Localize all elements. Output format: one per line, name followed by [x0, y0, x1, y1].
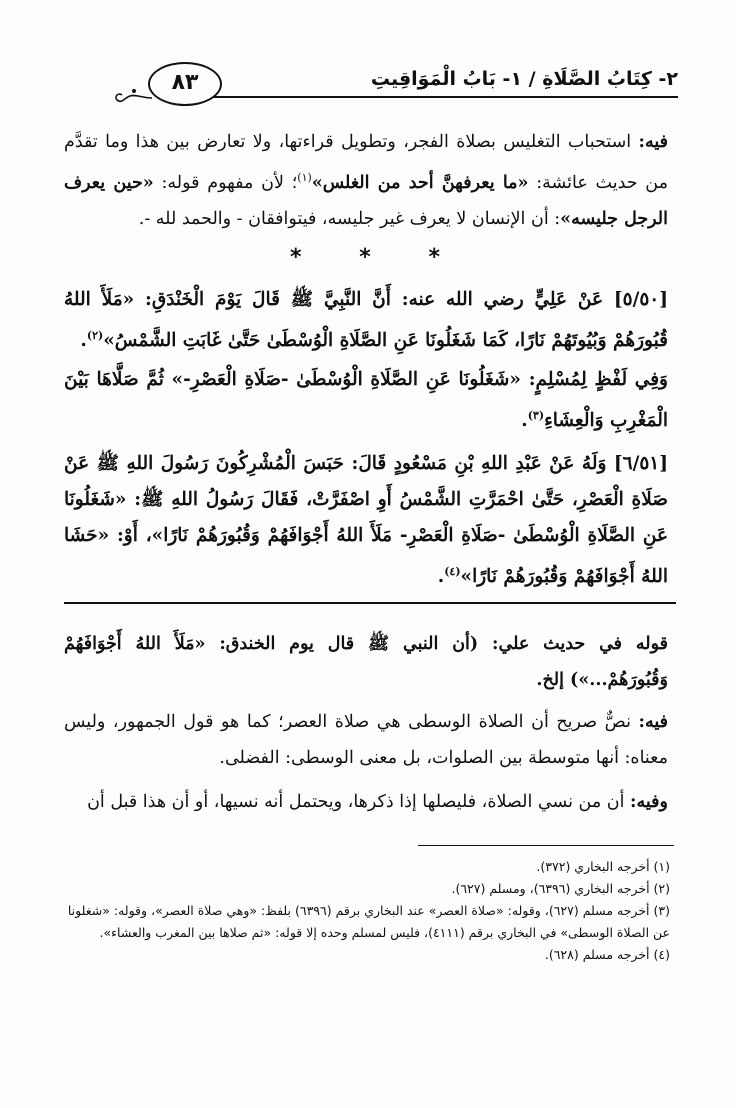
hadith-text: [٦/٥١] وَلَهُ عَنْ عَبْدِ اللهِ بْنِ مَسْعُودٍ قَالَ: حَبَسَ الْمُشْرِكُونَ رَسُولَ اللهِ ﷺ عَنْ صَلَاةِ الْعَصْرِ، حَتَّىٰ احْمَرَّتِ الشَّمْسُ أَوِ اصْفَرَّتْ، فَقَالَ رَسُولُ اللهِ ﷺ: «شَغَلُونَا عَنِ الصَّلَاةِ الْوُسْطَىٰ -صَلَاةِ الْعَصْرِ- مَلَأَ اللهُ أَجْوَافَهُمْ وَقُبُورَهُمْ نَارًا»، أَوْ: «حَشَا اللهُ أَجْوَافَهُمْ وَقُبُورَهُمْ نَارًا»: [64, 453, 668, 588]
footnote-ref: (٢): [86, 329, 104, 342]
quote: «ما يعرفهنَّ أحد من الغلس»: [311, 172, 529, 193]
hadith-51: [٦/٥١] وَلَهُ عَنْ عَبْدِ اللهِ بْنِ مَسْعُودٍ قَالَ: حَبَسَ الْمُشْرِكُونَ رَسُولَ اللهِ ﷺ عَنْ صَلَاةِ الْعَصْرِ، حَتَّىٰ احْمَرَّتِ الشَّمْسُ أَوِ اصْفَرَّتْ، فَقَالَ رَسُولُ اللهِ ﷺ: «شَغَلُونَا عَنِ الصَّلَاةِ الْوُسْطَىٰ -صَلَاةِ الْعَصْرِ- مَلَأَ اللهُ أَجْوَافَهُمْ وَقُبُورَهُمْ نَارًا»، أَوْ: «حَشَا اللهُ أَجْوَافَهُمْ وَقُبُورَهُمْ نَارًا»$^{(٤)}$.: [64, 453, 668, 588]
footnote: (١) أخرجه البخاري (٣٧٢).: [536, 859, 670, 874]
paragraph-fajr-note: [64, 124, 668, 237]
text: نصٌّ صريح أن الصلاة الوسطى هي صلاة العصر؛ كما هو قول الجمهور، وليس معناه: أنها متوسطة بين الصلوات، بل معنى الوسطى: الفضلى.: [64, 712, 668, 768]
page-number: ٨٣: [148, 62, 222, 106]
star: *: [290, 245, 302, 270]
hadith-text: وَفِي لَفْظٍ لِمُسْلِمٍ: «شَغَلُونَا عَنِ الصَّلَاةِ الْوُسْطَىٰ -صَلَاةِ الْعَصْرِ-» ثُمَّ صَلَّاهَا بَيْنَ الْمَغْرِبِ وَالْعِشَاءِ: [64, 369, 668, 432]
label-fihi: فيه:: [638, 132, 668, 152]
text: ؛ لأن مفهوم قوله:: [153, 172, 298, 193]
text: استحباب التغليس بصلاة الفجر، وتطويل قراءتها، ولا تعارض بين هذا وما تقدَّم من حديث عائشة:: [64, 132, 669, 193]
footnote: (٤) أخرجه مسلم (٦٢٨).: [544, 947, 670, 962]
commentary-heading: [64, 626, 668, 698]
commentary-paragraph: [64, 784, 668, 820]
footnote-ref: (١): [297, 171, 312, 184]
star: *: [428, 245, 440, 270]
section-separator: [290, 245, 440, 269]
label-wafihi: وفيه:: [630, 792, 668, 812]
footnote-ref: (٣): [527, 409, 545, 422]
text: قوله في حديث علي: (أن النبي ﷺ قال يوم الخندق: «مَلَأَ اللهُ أَجْوَافَهُمْ وَقُبُورَهُمْ...») إلخ.: [64, 634, 668, 690]
hadith-50-muslim: وَفِي لَفْظٍ لِمُسْلِمٍ: «شَغَلُونَا عَنِ الصَّلَاةِ الْوُسْطَىٰ -صَلَاةِ الْعَصْرِ-» ثُمَّ صَلَّاهَا بَيْنَ الْمَغْرِبِ وَالْعِشَاءِ$^{(٣)}$.: [64, 369, 668, 432]
footnote: (٢) أخرجه البخاري (٦٣٩٦)، ومسلم (٦٢٧).: [451, 881, 670, 896]
footnote-ref: (٤): [444, 565, 461, 578]
section-divider: [64, 602, 676, 604]
text: : أن الإنسان لا يعرف غير جليسه، فيتوافقان - والحمد لله -.: [138, 208, 561, 229]
hadith-50: [٥/٥٠] عَنْ عَلِيٍّ رضي الله عنه: أَنَّ النَّبِيَّ ﷺ قَالَ يَوْمَ الْخَنْدَقِ: «مَلَأَ اللهُ قُبُورَهُمْ وَبُيُوتَهُمْ نَارًا، كَمَا شَغَلُونَا عَنِ الصَّلَاةِ الْوُسْطَىٰ حَتَّىٰ غَابَتِ الشَّمْسُ»$^{(٢)}$.: [64, 289, 668, 352]
text: أن من نسي الصلاة، فليصلها إذا ذكرها، ويحتمل أنه نسيها، أو أن هذا قبل أن: [87, 792, 631, 812]
page-header: [118, 62, 678, 102]
commentary-paragraph: [64, 704, 668, 776]
footnote: (٣) أخرجه مسلم (٦٢٧)، وقوله: «صلاة العصر» عند البخاري برقم (٦٣٩٦) بلفظ: «وهي صلاة العصر»، وقوله: «شغلونا عن الصلاة الوسطى» في البخاري برقم (٤١١١)، فليس لمسلم وحده إلا قوله: «ثم صلاها بين المغرب والعشاء».: [67, 903, 670, 940]
label-fihi: فيه:: [638, 712, 668, 732]
header-rule: [200, 96, 678, 98]
hadith-text: [٥/٥٠] عَنْ عَلِيٍّ رضي الله عنه: أَنَّ النَّبِيَّ ﷺ قَالَ يَوْمَ الْخَنْدَقِ: «مَلَأَ اللهُ قُبُورَهُمْ وَبُيُوتَهُمْ نَارًا، كَمَا شَغَلُونَا عَنِ الصَّلَاةِ الْوُسْطَىٰ حَتَّىٰ غَابَتِ الشَّمْسُ»: [64, 289, 668, 352]
footnotes: [58, 856, 670, 966]
running-title: ٢- كِتَابُ الصَّلَاةِ / ١- بَابُ الْمَوَاقِيتِ: [370, 68, 678, 90]
quote: «حين يعرف الرجل جليسه»: [64, 172, 668, 229]
footnote-rule: [418, 845, 674, 846]
star: *: [359, 245, 371, 270]
ornament-flourish-icon: [114, 76, 154, 106]
